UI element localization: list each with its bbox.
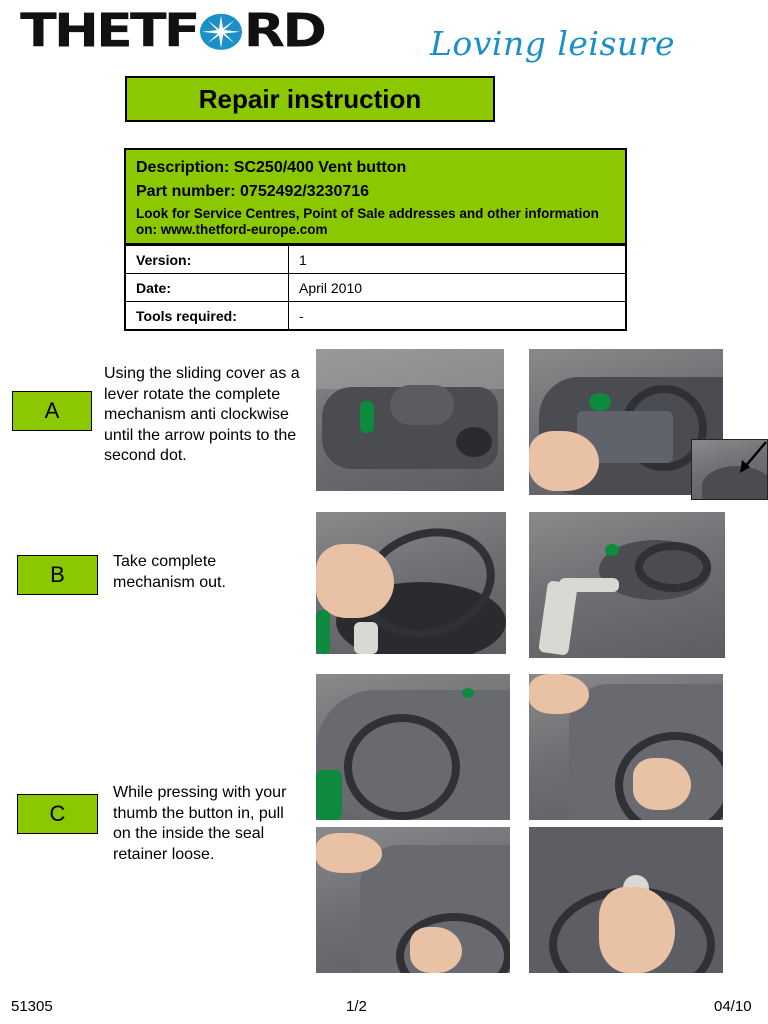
brand-text-right: RD [243, 3, 325, 58]
lookup-info: Look for Service Centres, Point of Sale addresses and other information on: www.thetford-europe.com [136, 206, 599, 237]
date-code: 04/10 [714, 998, 752, 1015]
step-label-a: A [12, 391, 92, 431]
step-text-a: Using the sliding cover as a lever rotate the complete mechanism anti clockwise until the arrow points to the second dot. [104, 365, 300, 464]
description: Description: SC250/400 Vent button [136, 159, 407, 176]
photo-a1 [316, 349, 504, 491]
info-key: Tools required: [126, 302, 289, 329]
info-row-version [126, 245, 625, 273]
part-number: Part number: 0752492/3230716 [136, 183, 370, 200]
info-row-tools [126, 301, 625, 329]
info-value: 1 [299, 251, 307, 268]
info-header [126, 150, 625, 245]
photo-b1 [316, 512, 506, 654]
info-value: - [299, 307, 304, 324]
photo-b2 [529, 512, 725, 658]
step-text-b: Take complete mechanism out. [113, 553, 226, 591]
arrow-pointer-icon [736, 440, 768, 476]
info-table [124, 148, 627, 331]
info-value: April 2010 [299, 279, 363, 296]
step-label-c: C [17, 794, 98, 834]
tagline: Loving leisure [430, 24, 675, 63]
page-title: Repair instruction [125, 76, 495, 122]
doc-number: 51305 [11, 998, 53, 1015]
brand-logo [20, 3, 325, 58]
info-key: Date: [126, 274, 289, 301]
photo-c4 [529, 827, 723, 973]
step-label-b: B [17, 555, 98, 595]
photo-c2 [529, 674, 723, 820]
sunburst-star-icon [199, 13, 243, 51]
photo-c1 [316, 674, 510, 820]
photo-c3 [316, 827, 510, 973]
info-row-date [126, 273, 625, 301]
step-text-c: While pressing with your thumb the button in, pull on the inside the seal retainer loose. [113, 784, 287, 863]
brand-text-left: THETF [20, 3, 198, 58]
page-number: 1/2 [346, 998, 367, 1015]
photo-a2-inset [691, 439, 768, 500]
info-key: Version: [126, 246, 289, 273]
